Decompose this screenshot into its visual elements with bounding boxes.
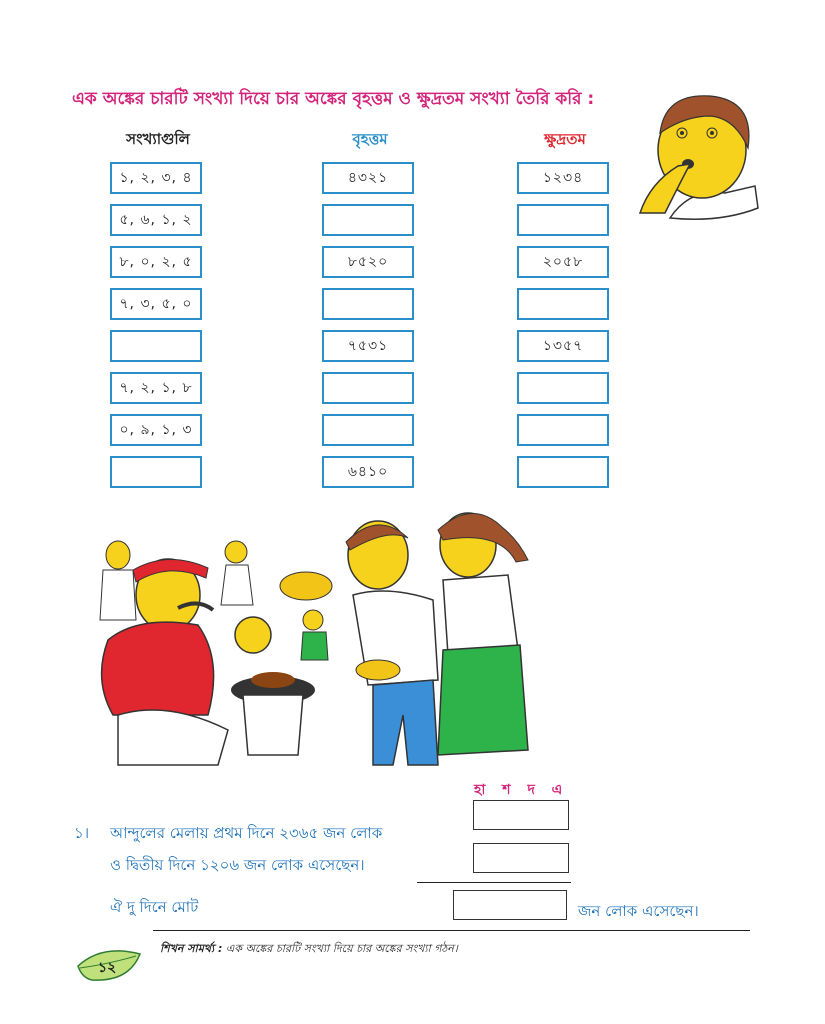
column-header-numbers: সংখ্যাগুলি — [126, 130, 190, 148]
largest-row-6-box[interactable] — [322, 372, 414, 404]
largest-row-8-box: ৬৪১০ — [322, 456, 414, 488]
largest-row-2-box[interactable] — [322, 204, 414, 236]
problem-line-1: আন্দুলের মেলায় প্রথম দিনে ২৩৬৫ জন লোক — [110, 824, 383, 842]
learning-outcome-text: এক অঙ্কের চারটি সংখ্যা দিয়ে চার অঙ্কের সংখ্যা গঠন। — [225, 942, 458, 955]
largest-row-7-box[interactable] — [322, 414, 414, 446]
smallest-row-5-box: ১৩৫৭ — [517, 330, 609, 362]
sum-line — [417, 882, 571, 883]
largest-row-1-box: ৪৩২১ — [322, 162, 414, 194]
largest-row-5-box: ৭৫৩১ — [322, 330, 414, 362]
column-header-smallest: ক্ষুদ্রতম — [544, 130, 586, 148]
column-header-largest: বৃহত্তম — [352, 130, 388, 148]
answer-box-second-day[interactable] — [473, 843, 569, 873]
learning-outcome-label: শিখন সামর্থ্য : — [160, 942, 223, 955]
smallest-row-7-box[interactable] — [517, 414, 609, 446]
smallest-row-4-box[interactable] — [517, 288, 609, 320]
largest-row-4-box[interactable] — [322, 288, 414, 320]
thinking-boy-illustration — [630, 88, 765, 223]
numbers-row-4-box: ৭, ৩, ৫, ০ — [110, 288, 202, 320]
smallest-row-3-box: ২০৫৮ — [517, 246, 609, 278]
answer-box-total[interactable] — [453, 890, 567, 920]
learning-outcome-note — [160, 940, 458, 959]
numbers-row-7-box: ০, ৯, ১, ৩ — [110, 414, 202, 446]
problem-line-3: ঐ দু দিনে মোট — [110, 898, 199, 916]
answer-box-first-day[interactable] — [473, 800, 569, 830]
problem-number: ১। — [74, 824, 90, 842]
smallest-row-2-box[interactable] — [517, 204, 609, 236]
numbers-row-5-box[interactable] — [110, 330, 202, 362]
numbers-row-1-box: ১, ২, ৩, ৪ — [110, 162, 202, 194]
largest-row-3-box: ৮৫২০ — [322, 246, 414, 278]
problem-answer-suffix: জন লোক এসেছেন। — [578, 902, 699, 920]
problem-line-2: ও দ্বিতীয় দিনে ১২০৬ জন লোক এসেছেন। — [110, 856, 365, 874]
fair-scene-illustration — [88, 500, 548, 775]
smallest-row-1-box: ১২৩৪ — [517, 162, 609, 194]
numbers-row-3-box: ৮, ০, ২, ৫ — [110, 246, 202, 278]
place-value-header: হা শ দ এ — [474, 782, 569, 798]
page-title: এক অঙ্কের চারটি সংখ্যা দিয়ে চার অঙ্কের বৃহত্তম ও ক্ষুদ্রতম সংখ্যা তৈরি করি : — [72, 89, 595, 109]
numbers-row-8-box[interactable] — [110, 456, 202, 488]
numbers-row-6-box: ৭, ২, ১, ৮ — [110, 372, 202, 404]
smallest-row-6-box[interactable] — [517, 372, 609, 404]
page-number-leaf — [74, 946, 144, 988]
smallest-row-8-box[interactable] — [517, 456, 609, 488]
footer-divider — [153, 930, 750, 931]
page-number: ১২ — [98, 960, 117, 976]
numbers-row-2-box: ৫, ৬, ১, ২ — [110, 204, 202, 236]
